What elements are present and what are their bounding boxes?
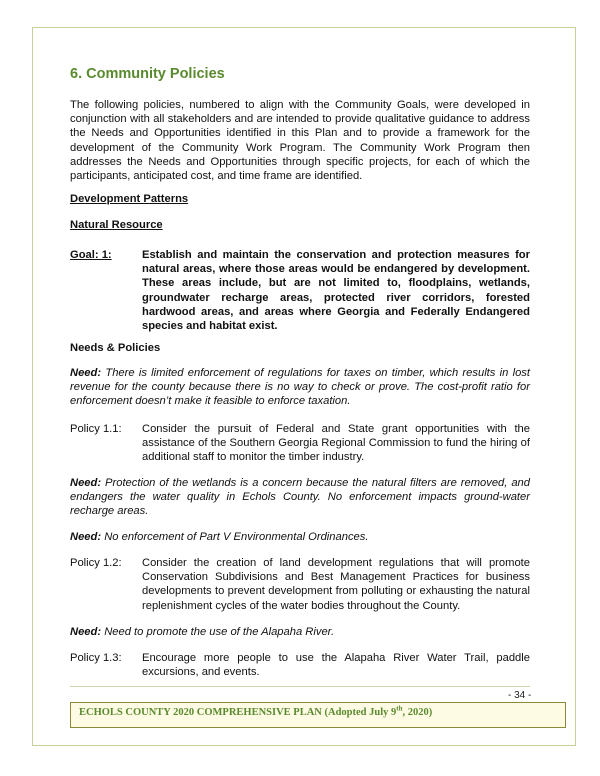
policy-label: Policy 1.1: xyxy=(70,423,122,435)
need-label: Need: xyxy=(70,367,102,379)
need-item xyxy=(70,476,530,519)
goal-label: Goal: 1: xyxy=(70,249,112,261)
policy-text: Encourage more people to use the Alapaha River Water Trail, paddle excursions, and events. xyxy=(142,652,530,679)
development-patterns-heading: Development Patterns xyxy=(70,193,189,205)
policy-label: Policy 1.3: xyxy=(70,652,122,664)
footer-banner xyxy=(70,702,566,728)
need-item xyxy=(70,366,530,409)
page-number: - 34 - xyxy=(508,690,532,701)
goal-text: Establish and maintain the conservation and protection measures for natural areas, where those areas would be endangered by development. These areas include, but are not limited to, floodplains, wetlands, groundwater recharge areas, protected river corridors, forested hardwood areas, and areas where Georgia and Federally Endangered species and habitat exist. xyxy=(142,249,530,333)
policy-1-1 xyxy=(70,422,530,465)
footer-text: ECHOLS COUNTY 2020 COMPREHENSIVE PLAN (Adopted July 9th, 2020) xyxy=(79,704,433,718)
need-item xyxy=(70,530,530,544)
policy-1-3 xyxy=(70,651,530,679)
goal-1 xyxy=(70,248,530,333)
page-content xyxy=(70,66,530,679)
natural-resource-heading: Natural Resource xyxy=(70,219,163,231)
need-label: Need: xyxy=(70,477,102,489)
policy-text: Consider the pursuit of Federal and State grant opportunities with the assistance of the Southern Georgia Regional Commission to fund the hiring of additional staff to monitor the timber industry. xyxy=(142,423,530,464)
policy-label: Policy 1.2: xyxy=(70,557,122,569)
need-text: Need to promote the use of the Alapaha River. xyxy=(104,626,335,638)
need-text: There is limited enforcement of regulations for taxes on timber, which results in lost revenue for the county because there is no way to check or prove. The cost-profit ratio for enforcement doesn’t make it feasible to enforce taxation. xyxy=(70,367,530,408)
needs-policies-heading: Needs & Policies xyxy=(70,342,161,354)
policy-text: Consider the creation of land development regulations that will promote Conservation Subdivisions and Best Management Practices for business developments to prevent development from polluting or exhausting the natural replenishment cycles of the water bodies throughout the County. xyxy=(142,557,530,612)
intro-paragraph: The following policies, numbered to align with the Community Goals, were developed in conjunction with all stakeholders and are intended to provide qualitative guidance to address the Needs and Opportunities identified in this Plan and to provide a framework for the development of the Community Work Program. The Community Work Program then addresses the Needs and Opportunities through specific projects, for each of which the participants, anticipated cost, and time frame are identified. xyxy=(70,99,530,183)
need-text: Protection of the wetlands is a concern because the natural filters are removed, and endangers the water quality in Echols County. No enforcement impacts ground-water recharge areas. xyxy=(70,477,530,518)
policy-1-2 xyxy=(70,556,530,613)
section-title: 6. Community Policies xyxy=(70,66,225,82)
footer-divider xyxy=(70,686,530,687)
need-item xyxy=(70,625,530,639)
need-label: Need: xyxy=(70,531,102,543)
need-label: Need: xyxy=(70,626,102,638)
need-text: No enforcement of Part V Environmental Ordinances. xyxy=(104,531,369,543)
